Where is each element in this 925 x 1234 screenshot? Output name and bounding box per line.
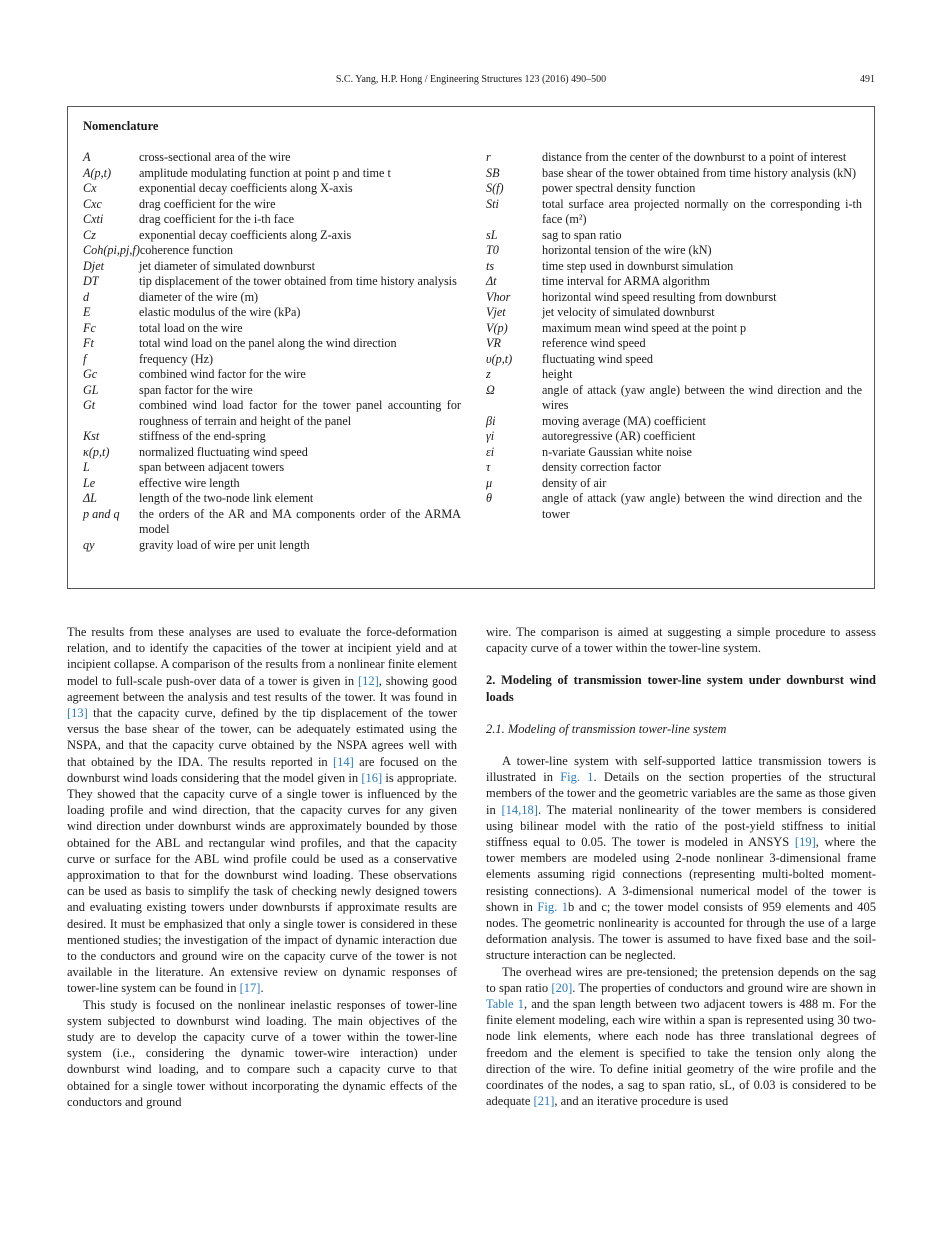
nomenclature-symbol: Cx	[83, 181, 97, 195]
nomenclature-entry	[83, 507, 461, 538]
nomenclature-definition: total surface area projected normally on the corresponding i-th face (m²)	[542, 196, 862, 226]
paragraph: This study is focused on the nonlinear inelastic responses of tower-line system subjected to downburst wind loading. The main objectives of the study are to develop the capacity curve of a tower within the tower-line system (i.e., considering the dynamic tower-wire interaction) under downburst wind loading, and to compare such a capacity curve to that obtained for a single tower without incorporating the dynamic effects of the conductors and ground	[67, 997, 457, 1109]
text-run: A tower-line system with self-supported lattice transmission towers is illustrated in	[486, 754, 876, 785]
section-heading: 2. Modeling of transmission tower-line system under downburst wind loads	[486, 673, 876, 704]
text-run: , where the tower members are modeled using 2-node nonlinear 3-dimensional frame elements assuming rigid connections (representing multi-bolted moment-resisting connections). A 3-dimensional numerical model of the tower is shown in	[486, 835, 877, 914]
nomenclature-symbol: Le	[83, 475, 96, 490]
nomenclature-symbol: A	[83, 150, 91, 164]
paragraph	[486, 964, 876, 1110]
nomenclature-entry	[486, 228, 862, 244]
nomenclature-symbol: SB	[486, 165, 500, 180]
nomenclature-title: Nomenclature	[83, 119, 159, 133]
nomenclature-entry	[486, 352, 862, 368]
nomenclature-entry	[83, 274, 461, 290]
nomenclature-entry	[83, 491, 461, 507]
nomenclature-definition: drag coefficient for the wire	[139, 196, 276, 211]
text-run: . Details on the section properties of the structural members of the tower and the geometric variables are the same as those given in	[486, 770, 876, 817]
nomenclature-definition: density of air	[542, 475, 607, 490]
nomenclature-symbol: θ	[486, 491, 492, 505]
nomenclature-entry	[83, 181, 461, 197]
nomenclature-definition: autoregressive (AR) coefficient	[542, 429, 696, 443]
nomenclature-definition: diameter of the wire (m)	[139, 289, 259, 304]
body-right-column	[486, 624, 876, 1109]
body-left-column	[67, 624, 457, 1110]
reference-link[interactable]: [17]	[239, 981, 261, 996]
nomenclature-symbol: VR	[486, 336, 501, 350]
nomenclature-symbol: Fc	[83, 320, 96, 335]
nomenclature-symbol: Sti	[486, 196, 499, 211]
nomenclature-symbol: κ(p,t)	[83, 444, 110, 459]
running-header	[67, 74, 875, 88]
nomenclature-definition: base shear of the tower obtained from time history analysis (kN)	[542, 165, 857, 180]
nomenclature-symbol: μ	[486, 475, 493, 490]
text-run: The overhead wires are pre-tensioned; the pretension depends on the sag to span ratio	[486, 964, 876, 995]
nomenclature-symbol: T0	[486, 243, 499, 257]
nomenclature-entry	[486, 181, 862, 197]
nomenclature-symbol: Kst	[83, 429, 100, 443]
reference-link[interactable]: [20]	[551, 980, 573, 995]
nomenclature-symbol: d	[83, 289, 90, 304]
nomenclature-definition: effective wire length	[139, 475, 240, 490]
nomenclature-entry	[83, 290, 461, 306]
nomenclature-definition: frequency (Hz)	[139, 351, 214, 366]
text-run: The results from these analyses are used to evaluate the force-deformation relation, and to identify the capacities of the tower at incipient yield and at incipient collapse. A comparison of the results from a nonlinear finite element model to full-scale push-over data of a tower is given in	[67, 625, 457, 688]
nomenclature-symbol: A(p,t)	[83, 165, 112, 180]
nomenclature-definition: moving average (MA) coefficient	[542, 413, 706, 428]
nomenclature-left-column	[83, 150, 461, 553]
nomenclature-entry	[486, 414, 862, 430]
nomenclature-definition: maximum mean wind speed at the point p	[542, 320, 747, 335]
nomenclature-entry	[486, 166, 862, 182]
nomenclature-entry	[83, 538, 461, 554]
journal-citation: S.C. Yang, H.P. Hong / Engineering Structures 123 (2016) 490–500	[335, 74, 607, 85]
nomenclature-entry	[83, 321, 461, 337]
nomenclature-entry	[83, 336, 461, 352]
nomenclature-symbol: Cz	[83, 227, 96, 242]
nomenclature-entry	[486, 429, 862, 445]
nomenclature-symbol: βi	[486, 413, 496, 428]
nomenclature-entry	[83, 259, 461, 275]
reference-link[interactable]: [12]	[357, 673, 379, 688]
nomenclature-symbol: Djet	[83, 258, 104, 273]
nomenclature-entry	[486, 150, 862, 166]
nomenclature-definition: span factor for the wire	[139, 382, 253, 397]
nomenclature-definition: elastic modulus of the wire (kPa)	[139, 305, 301, 319]
nomenclature-definition: exponential decay coefficients along X-axis	[139, 181, 353, 195]
nomenclature-right-column	[486, 150, 862, 522]
nomenclature-definition: horizontal tension of the wire (kN)	[542, 243, 712, 257]
nomenclature-definition: coherence function	[139, 243, 233, 257]
nomenclature-symbol: Vjet	[486, 305, 506, 319]
nomenclature-definition: density correction factor	[542, 460, 662, 474]
nomenclature-entry	[83, 383, 461, 399]
nomenclature-entry	[486, 460, 862, 476]
nomenclature-symbol: Ω	[486, 382, 495, 397]
nomenclature-symbol: εi	[486, 444, 495, 459]
nomenclature-definition: sag to span ratio	[542, 227, 622, 242]
nomenclature-entry	[486, 321, 862, 337]
nomenclature-symbol: Cxc	[83, 196, 102, 211]
nomenclature-entry	[83, 445, 461, 461]
nomenclature-symbol: Cxti	[83, 212, 104, 226]
nomenclature-definition: length of the two-node link element	[139, 491, 314, 505]
text-run: , and the span length between two adjacent towers is 488 m. For the finite element modeling, each wire within a span is represented using 30 two-node link elements, where each node has three translational degrees of freedom and the element is specified to take the tension only along the direction of the wire. To define initial geometry of the wire profile and the coordinates of the nodes, a sag to span ratio, sL, of 0.03 is considered to be adequate	[486, 997, 876, 1109]
nomenclature-symbol: DT	[83, 274, 99, 288]
nomenclature-entry	[83, 150, 461, 166]
reference-link[interactable]: [14]	[333, 754, 354, 769]
nomenclature-symbol: Vhor	[486, 289, 511, 304]
nomenclature-symbol: τ	[486, 460, 491, 474]
nomenclature-entry	[486, 491, 862, 522]
nomenclature-definition: span between adjacent towers	[139, 460, 285, 474]
nomenclature-entry	[486, 305, 862, 321]
nomenclature-definition: n-variate Gaussian white noise	[542, 444, 692, 459]
nomenclature-entry	[83, 243, 461, 259]
nomenclature-definition: height	[542, 367, 573, 381]
nomenclature-definition: tip displacement of the tower obtained from time history analysis	[139, 274, 457, 288]
nomenclature-entry	[83, 305, 461, 321]
reference-link[interactable]: Fig. 1	[537, 899, 568, 914]
nomenclature-symbol: Ft	[83, 336, 94, 350]
nomenclature-definition: gravity load of wire per unit length	[139, 537, 310, 552]
nomenclature-symbol: υ(p,t)	[486, 351, 513, 366]
reference-link[interactable]: [13]	[67, 706, 88, 721]
nomenclature-entry	[83, 460, 461, 476]
nomenclature-entry	[486, 476, 862, 492]
nomenclature-symbol: p and q	[83, 506, 120, 521]
reference-link[interactable]: Table 1	[486, 997, 524, 1012]
text-run: .	[260, 981, 264, 996]
paragraph	[67, 624, 457, 997]
nomenclature-symbol: r	[486, 150, 491, 164]
nomenclature-symbol: ts	[486, 258, 495, 273]
nomenclature-definition: drag coefficient for the i-th face	[139, 212, 295, 226]
nomenclature-symbol: V(p)	[486, 320, 508, 335]
nomenclature-symbol: GL	[83, 382, 99, 397]
nomenclature-definition: stiffness of the end-spring	[139, 429, 266, 443]
nomenclature-entry	[83, 197, 461, 213]
text-run: that the capacity curve, defined by the tip displacement of the tower versus the base shear of the tower, can be adequately estimated using the NSPA, and that the capacity curve obtained by the NSPA agrees well with that obtained by the IDA. The results reported in	[67, 706, 457, 769]
nomenclature-definition: cross-sectional area of the wire	[139, 150, 291, 164]
nomenclature-definition: fluctuating wind speed	[542, 351, 654, 366]
nomenclature-definition: power spectral density function	[542, 181, 696, 195]
nomenclature-entry	[83, 166, 461, 182]
nomenclature-definition: time step used in downburst simulation	[542, 258, 734, 273]
nomenclature-definition: amplitude modulating function at point p and time t	[139, 165, 391, 180]
nomenclature-entry	[486, 259, 862, 275]
nomenclature-entry	[83, 476, 461, 492]
nomenclature-symbol: qy	[83, 537, 95, 552]
page-number: 491	[860, 74, 875, 85]
nomenclature-definition: reference wind speed	[542, 336, 646, 350]
nomenclature-symbol: f	[83, 351, 87, 366]
paragraph: wire. The comparison is aimed at suggesting a simple procedure to assess capacity curve of a tower within the tower-line system.	[486, 625, 876, 656]
text-run: b and c; the tower model consists of 959 elements and 405 nodes. The geometric nonlinearity is accounted for through the use of a large deformation analysis. The tower is assumed to have fixed base and the soil-structure interaction can be neglected.	[486, 899, 876, 963]
text-run: is appropriate. They showed that the capacity curve of a single tower is influenced by the loading profile and wind direction, that the capacity curves for any given wind direction under downburst winds are approximately bounded by those obtained for the ABL and rectangular wind profiles, and that the capacity curve or surface for the ABL wind profile could be used as a conservative approximation to that for the downburst wind loading. These observations can be used as basis to simplify the task of checking newly designed towers and evaluating existing towers under downbursts if approximate results are desired. It must be emphasized that only a single tower is considered in these mentioned studies; the investigation of the impact of dynamic interaction due to the conductors and ground wire on the capacity curve of the tower is not available in the literature. An extensive review on dynamic responses of tower-line system can be found in	[67, 770, 457, 996]
text-run: are focused on the downburst wind loads considering that the model given in	[67, 754, 458, 785]
nomenclature-symbol: ΔL	[83, 491, 97, 505]
nomenclature-definition: jet velocity of simulated downburst	[542, 305, 715, 319]
nomenclature-definition: distance from the center of the downburst to a point of interest	[542, 150, 847, 164]
nomenclature-entry	[83, 429, 461, 445]
nomenclature-symbol: z	[486, 367, 491, 381]
nomenclature-symbol: Gc	[83, 367, 98, 381]
nomenclature-definition: angle of attack (yaw angle) between the wind direction and the tower	[542, 491, 862, 521]
reference-link[interactable]: Fig. 1	[560, 770, 594, 785]
nomenclature-entry	[83, 367, 461, 383]
nomenclature-symbol: E	[83, 305, 91, 319]
nomenclature-entry	[486, 336, 862, 352]
nomenclature-entry	[83, 228, 461, 244]
nomenclature-symbol: sL	[486, 227, 498, 242]
nomenclature-definition: angle of attack (yaw angle) between the wind direction and the wires	[542, 382, 862, 412]
nomenclature-entry	[83, 352, 461, 368]
nomenclature-entry	[486, 383, 862, 414]
text-run: , showing good agreement between the analysis and test results of the tower. It was found in	[67, 673, 458, 704]
reference-link[interactable]: [19]	[794, 835, 816, 850]
nomenclature-entry	[486, 274, 862, 290]
nomenclature-entry	[83, 398, 461, 429]
nomenclature-entry	[486, 290, 862, 306]
subsection-heading: 2.1. Modeling of transmission tower-line system	[486, 721, 727, 736]
nomenclature-symbol: S(f)	[486, 181, 504, 195]
reference-link[interactable]: [14,18]	[501, 802, 538, 817]
nomenclature-definition: horizontal wind speed resulting from downburst	[542, 289, 777, 304]
nomenclature-entry	[486, 197, 862, 228]
nomenclature-entry	[486, 445, 862, 461]
reference-link[interactable]: [16]	[361, 770, 383, 785]
text-run: . The material nonlinearity of the tower members is considered using bilinear model with the ratio of the post-yield stiffness to initial stiffness equal to 0.05. The tower is modeled in ANSYS	[486, 802, 876, 850]
nomenclature-entry	[83, 212, 461, 228]
nomenclature-definition: combined wind load factor for the tower panel accounting for roughness of terrain and height of the panel	[139, 398, 461, 428]
nomenclature-symbol: Gt	[83, 398, 96, 412]
nomenclature-entry	[486, 243, 862, 259]
nomenclature-definition: normalized fluctuating wind speed	[139, 444, 308, 459]
nomenclature-definition: combined wind factor for the wire	[139, 367, 306, 381]
text-run: . The properties of conductors and ground wire are shown in	[572, 980, 877, 995]
nomenclature-box	[67, 106, 875, 589]
nomenclature-definition: total wind load on the panel along the wind direction	[139, 336, 397, 350]
reference-link[interactable]: [21]	[533, 1094, 555, 1109]
text-run: , and an iterative procedure is used	[554, 1094, 729, 1109]
nomenclature-entry	[486, 367, 862, 383]
nomenclature-symbol: γi	[486, 429, 495, 443]
nomenclature-symbol: Δt	[486, 274, 497, 288]
nomenclature-symbol: L	[83, 460, 90, 474]
paragraph	[486, 753, 876, 964]
nomenclature-definition: total load on the wire	[139, 320, 243, 335]
nomenclature-definition: the orders of the AR and MA components order of the ARMA model	[139, 506, 461, 536]
nomenclature-symbol: Coh(pi,pj,f)	[83, 243, 140, 257]
nomenclature-definition: exponential decay coefficients along Z-axis	[139, 227, 352, 242]
nomenclature-definition: jet diameter of simulated downburst	[139, 258, 315, 273]
nomenclature-definition: time interval for ARMA algorithm	[542, 274, 710, 288]
